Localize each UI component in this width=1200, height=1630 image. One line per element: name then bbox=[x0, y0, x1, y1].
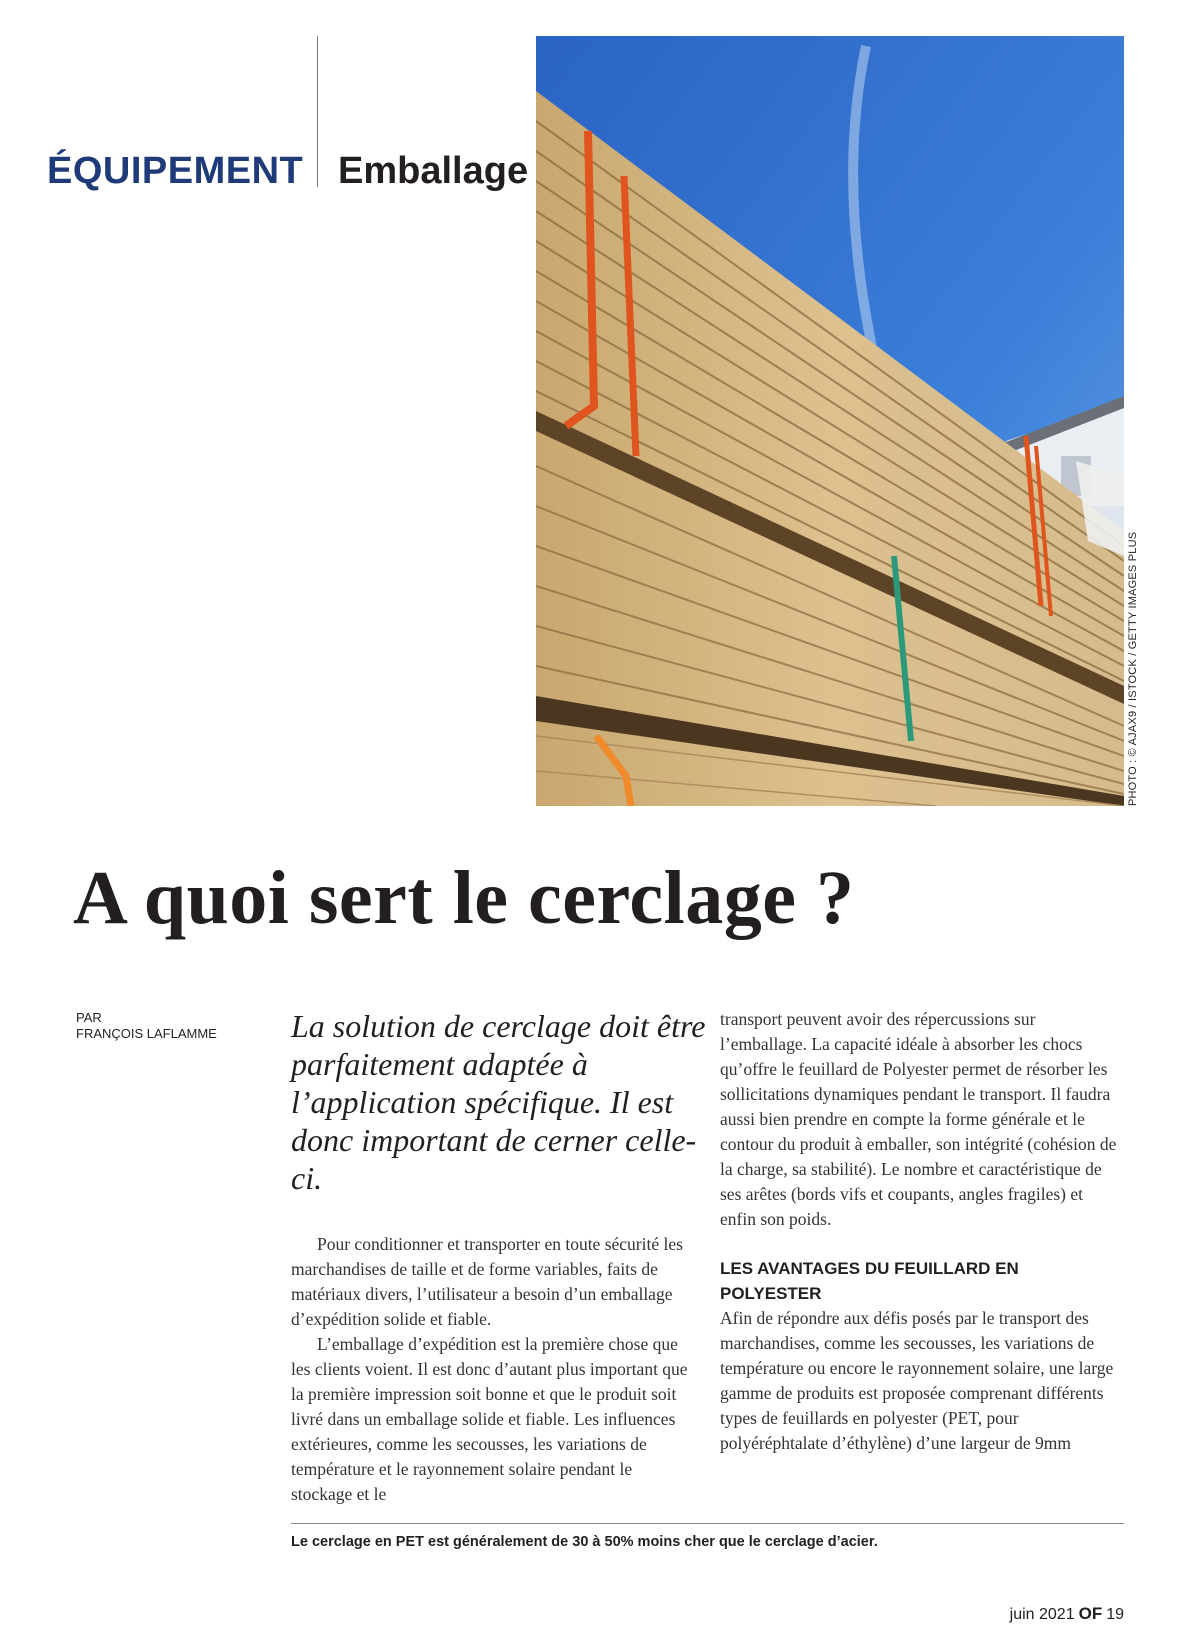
footer-date: juin 2021 bbox=[1009, 1606, 1075, 1623]
caption-divider bbox=[291, 1523, 1124, 1524]
header-divider bbox=[317, 36, 318, 187]
byline-par: PAR bbox=[76, 1010, 102, 1025]
byline bbox=[76, 1010, 217, 1042]
footer-magazine: OF bbox=[1078, 1604, 1103, 1623]
photo-credit: PHOTO : © AJAX9 / ISTOCK / GETTY IMAGES PLUS bbox=[1127, 531, 1139, 806]
body-paragraph: Pour conditionner et transporter en toute sécurité les marchandises de taille et de forme variables, faits de matériaux divers, l’utilisateur a besoin d’un emballage d’expédition solide et fiable. bbox=[291, 1234, 683, 1329]
photo-caption: Le cerclage en PET est généralement de 30 à 50% moins cher que le cerclage d’acier. bbox=[291, 1534, 878, 1550]
article-title: A quoi sert le cerclage ? bbox=[73, 856, 855, 940]
section-label: ÉQUIPEMENT bbox=[47, 150, 304, 192]
body-column-1 bbox=[291, 1232, 691, 1507]
subheading: LES AVANTAGES DU FEUILLARD EN POLYESTER bbox=[720, 1259, 1019, 1303]
page-footer bbox=[1010, 1604, 1124, 1624]
body-column-2 bbox=[720, 1007, 1120, 1456]
byline-author: FRANÇOIS LAFLAMME bbox=[76, 1026, 217, 1041]
body-paragraph: L’emballage d’expédition est la première chose que les clients voient. Il est donc d’autant plus important que la première impression soit bonne et que le produit soit livré dans un emballage solide et fiable. Les influences extérieures, comme les secousses, les variations de température et le rayonnement solaire pendant le stockage et le bbox=[291, 1334, 688, 1504]
page-number: 19 bbox=[1106, 1606, 1124, 1623]
body-paragraph: Afin de répondre aux défis posés par le transport des marchandises, comme les secousses, les variations de température ou encore le rayonnement solaire, une large gamme de produits est proposée comprenant différents types de feuillards en polyester (PET, pour polyéréphtalate d’éthylène) d’une largeur de 9mm bbox=[720, 1308, 1114, 1453]
lead-paragraph: La solution de cerclage doit être parfaitement adaptée à l’application spécifique. Il est donc important de cerner celle-ci. bbox=[291, 1008, 706, 1196]
subsection-label: Emballage bbox=[338, 150, 529, 192]
body-paragraph: transport peuvent avoir des répercussions sur l’emballage. La capacité idéale à absorber les chocs qu’offre le feuillard de Polyester permet de résorber les sollicitations dynamiques pendant le transport. Il faudra aussi bien prendre en compte la forme générale et le contour du produit à emballer, son intégrité (cohésion de la charge, sa stabilité). Le nombre et caractéristique de ses arêtes (bords vifs et coupants, angles fragiles) et enfin son poids. bbox=[720, 1009, 1117, 1229]
lumber-photo bbox=[536, 36, 1124, 806]
